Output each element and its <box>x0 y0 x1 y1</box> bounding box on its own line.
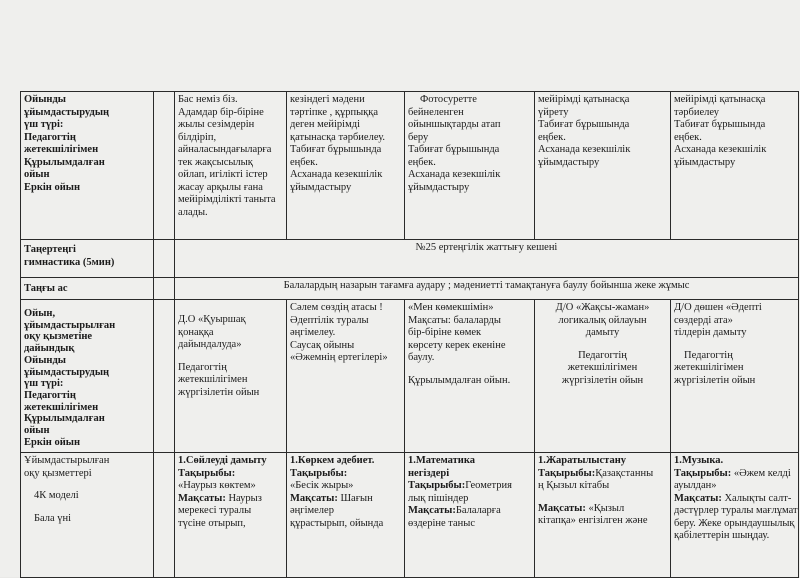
row1-label: Ойынды ұйымдастырудың үш түрі: Педагогтің жетекшілігімен Құрылымдалған ойын Еркін ойын <box>21 92 154 240</box>
row4-spacer <box>154 300 175 453</box>
row4-tuesday: Сәлем сөздің атасы ! Әдептілік туралы әңгімелеу. Саусақ ойыны «Әжемнің ертегілері» <box>287 300 405 453</box>
row1-spacer <box>154 92 175 240</box>
morning-exercise-content: №25 ертеңгілік жаттығу кешені <box>175 240 799 278</box>
row1-tuesday: кезіндегі мәдени тәртіпке , құрпыққа деген мейірімді қатынасқа тәрбиелеу. Табиғат бұрышында еңбек. Асханада кезекшілік ұйымдастыру <box>287 92 405 240</box>
row3-spacer <box>154 278 175 300</box>
row2-spacer <box>154 240 175 278</box>
row5-thursday: 1.Жаратылыстану Тақырыбы:Қазақстанны ң Қызыл кітабы Мақсаты: «Қызыл кітапқа» енгізілген және <box>535 453 671 578</box>
row1-thursday: мейірімді қатынасқа үйрету Табиғат бұрышында еңбек. Асханада кезекшілік ұйымдастыру <box>535 92 671 240</box>
row5-spacer <box>154 453 175 578</box>
row5-monday: 1.Сөйлеуді дамыту Тақырыбы: «Наурыз көктем» Мақсаты: Наурыз мерекесі туралы түсіне отырып, <box>175 453 287 578</box>
row5-friday: 1.Музыка. Тақырыбы: «Әжем келді ауылдан» Мақсаты: Халықты салт- дәстүрлер туралы мағлұмат беру. Жеке орындаушылық қабілеттерін шыңдау. <box>671 453 799 578</box>
breakfast-content: Балалардың назарын тағамға аудару ; мәдениетті тамақтануға баулу бойынша жеке жұмыс <box>175 278 799 300</box>
row2-label: Таңертеңгі гимнастика (5мин) <box>21 240 154 278</box>
row3-label: Таңғы ас <box>21 278 154 300</box>
row4-label: Ойын, ұйымдастырылған оқу қызметіне дайындық Ойынды ұйымдастырудың үш түрі: Педагогтің жетекшілігімен Құрылымдалған ойын Еркін ойын <box>21 300 154 453</box>
row4-thursday: Д/О «Жақсы-жаман» логикалық ойлауын дамыту Педагогтің жетекшілігімен жүргізілетін ойын <box>535 300 671 453</box>
schedule-table <box>20 91 799 578</box>
row5-label: Ұйымдастырылған оқу қызметтері 4К моделі Бала үні <box>21 453 154 578</box>
row4-friday: Д/О дөшен «Әдепті сөздерді ата» тілдерін дамыту Педагогтің жетекшілігімен жүргізілетін ойын <box>671 300 799 453</box>
row1-friday: мейірімді қатынасқа тәрбиелеу Табиғат бұрышында еңбек. Асханада кезекшілік ұйымдастыру <box>671 92 799 240</box>
row4-wednesday: «Мен көмекшімін» Мақсаты: балаларды бір-біріне көмек көрсету керек екеніне баулу. Құрылымдалған ойын. <box>405 300 535 453</box>
row1-monday: Бас неміз біз. Адамдар бір-біріне жылы сезімдерін білдіріп, айналасындағыларға тек жақсысылық ойлап, игілікті істер жасау арқылы ғана мейірімділікті таныта алады. <box>175 92 287 240</box>
row5-wednesday: 1.Математика негіздері Тақырыбы:Геометрия лық пішіндер Мақсаты:Балаларға өздеріне таныс <box>405 453 535 578</box>
row1-wednesday: Фотосуретте бейнеленген ойыншықтарды атап беру Табиғат бұрышында еңбек. Асханада кезекшілік ұйымдастыру <box>405 92 535 240</box>
row5-tuesday: 1.Көркем әдебиет. Тақырыбы: «Бесік жыры» Мақсаты: Шағын әңгімелер құрастырып, ойында <box>287 453 405 578</box>
row4-monday: Д.О «Қуыршақ қонаққа дайындалуда» Педагогтің жетекшілігімен жүргізілетін ойын <box>175 300 287 453</box>
